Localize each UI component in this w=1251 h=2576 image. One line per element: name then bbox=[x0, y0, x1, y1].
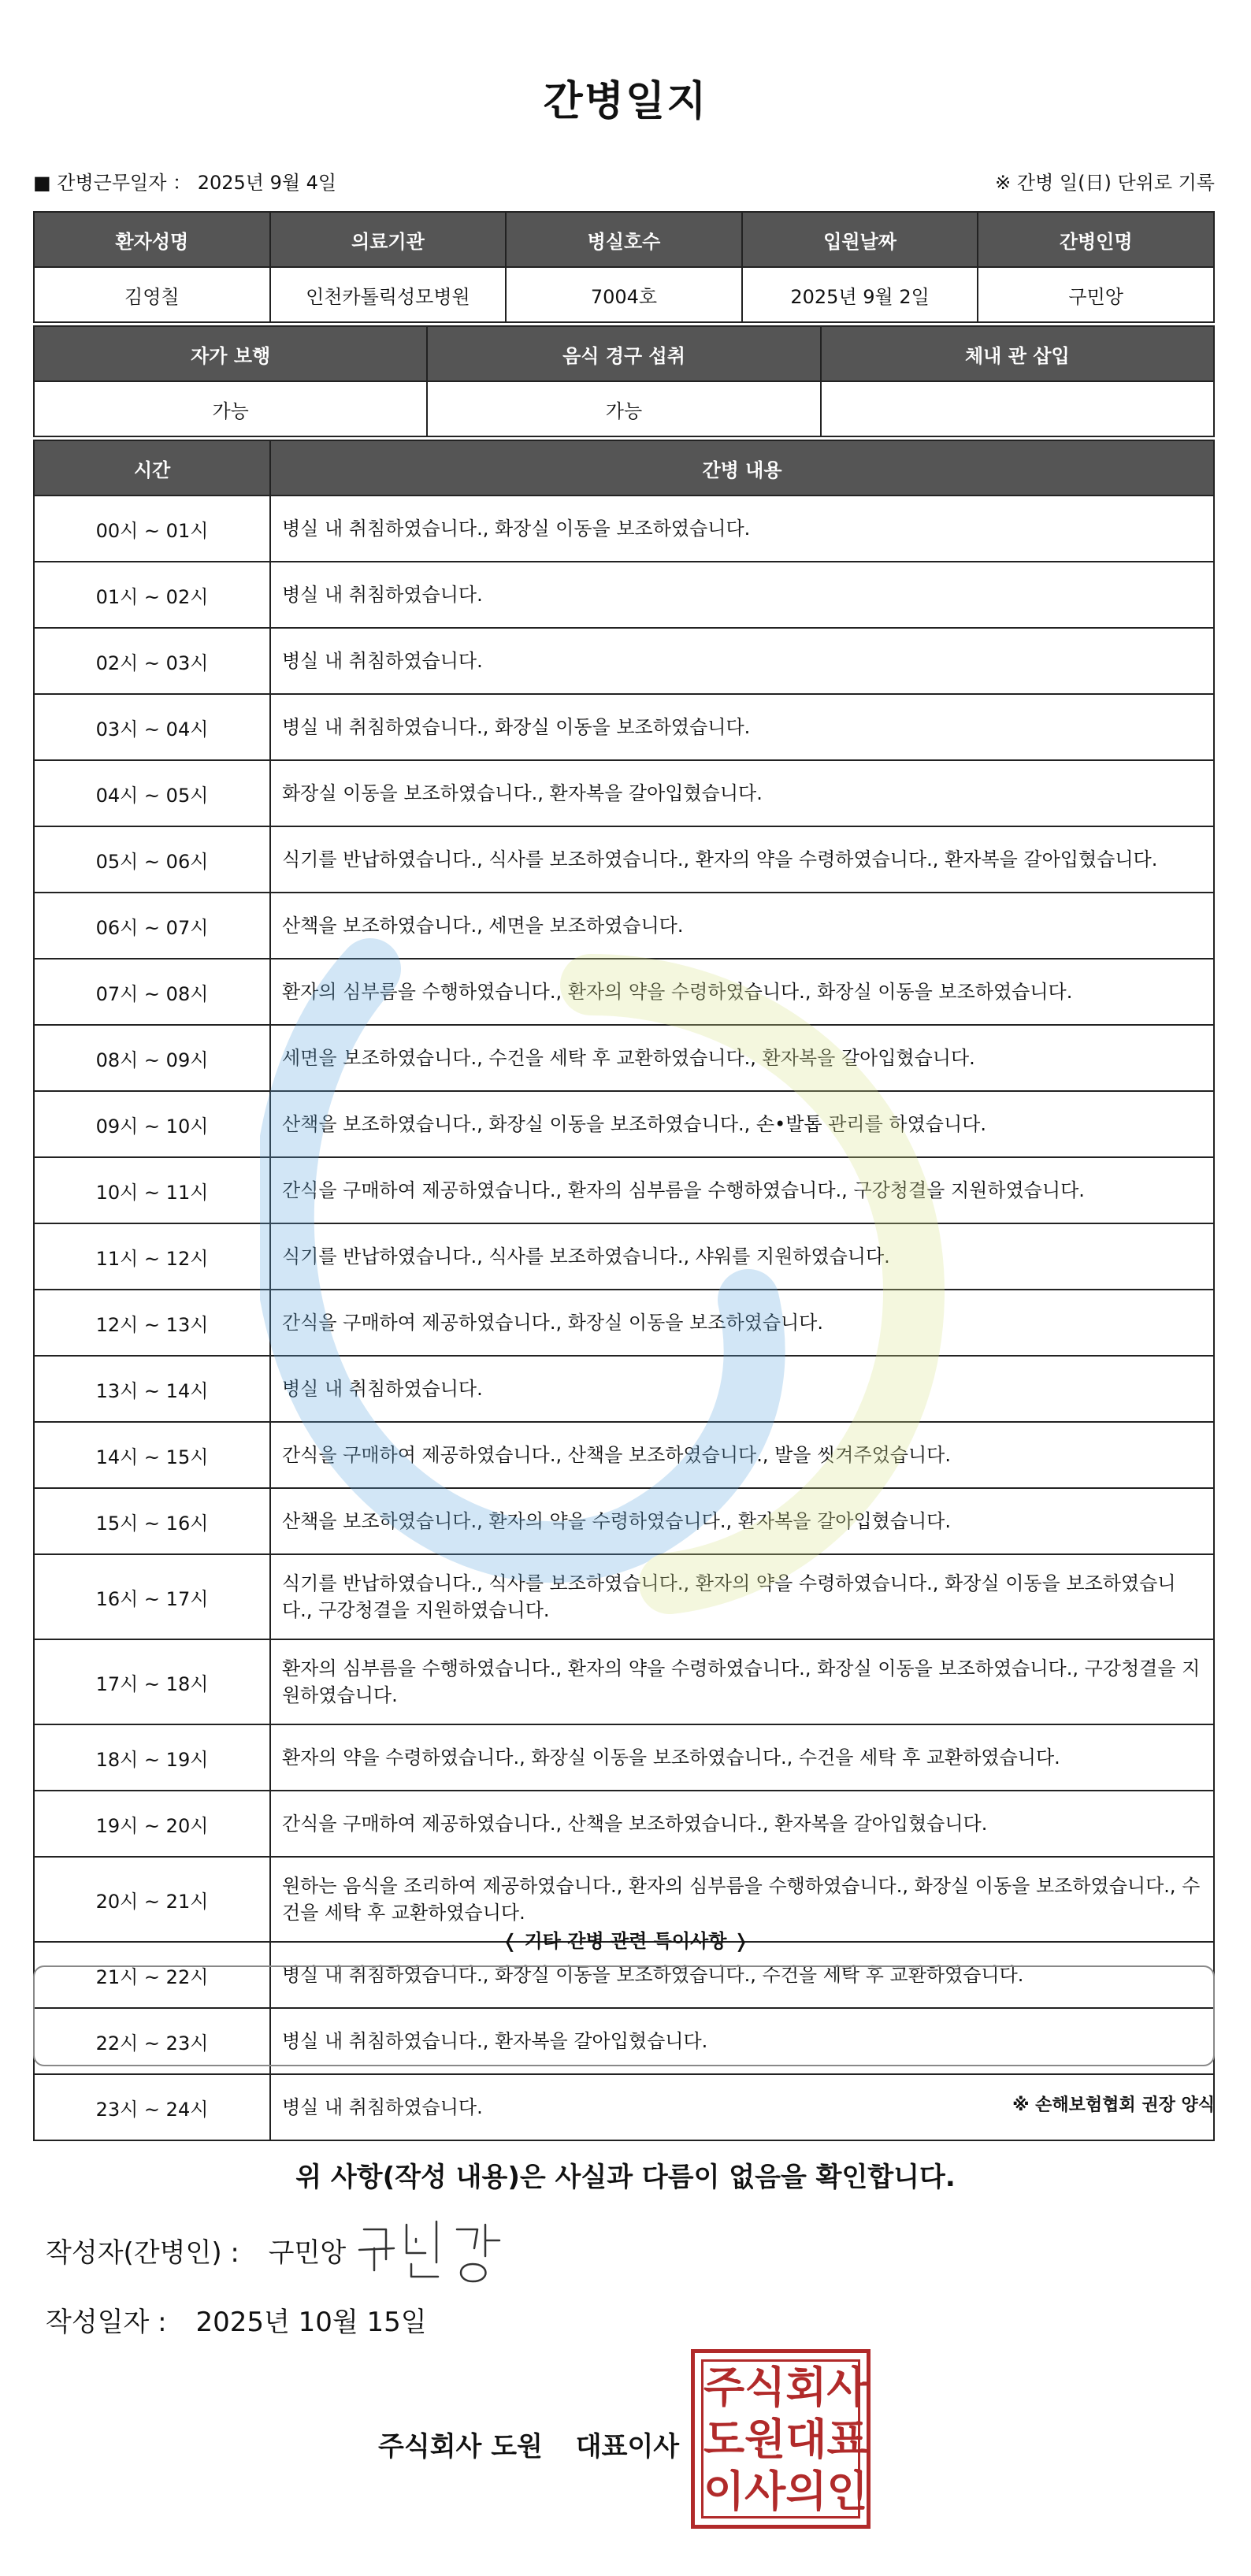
care-log-content: 간식을 구매하여 제공하였습니다., 화장실 이동을 보조하였습니다. bbox=[270, 1290, 1214, 1356]
care-log-time: 02시 ~ 03시 bbox=[34, 628, 270, 694]
care-log-row bbox=[34, 562, 1214, 628]
header-walking: 자가 보행 bbox=[34, 326, 427, 381]
care-log-content: 식기를 반납하였습니다., 식사를 보조하였습니다., 환자의 약을 수령하였습니다., 화장실 이동을 보조하였습니다., 구강청결을 지원하였습니다. bbox=[270, 1554, 1214, 1639]
confirmation-statement: 위 사항(작성 내용)은 사실과 다름이 없음을 확인합니다. bbox=[295, 2162, 956, 2193]
meta-row bbox=[33, 167, 1215, 195]
care-log-row bbox=[34, 1554, 1214, 1639]
header-time: 시간 bbox=[34, 440, 270, 496]
care-log-row bbox=[34, 760, 1214, 826]
care-log-row bbox=[34, 1488, 1214, 1554]
care-log-content: 화장실 이동을 보조하였습니다., 환자복을 갈아입혔습니다. bbox=[270, 760, 1214, 826]
work-date-label: ■ 간병근무일자 ： bbox=[33, 172, 192, 194]
header-oral-intake: 음식 경구 섭취 bbox=[427, 326, 820, 381]
company-name: 주식회사 도원 bbox=[378, 2431, 543, 2463]
care-log-row bbox=[34, 1724, 1214, 1791]
care-log-row bbox=[34, 959, 1214, 1025]
company-seal-stamp bbox=[691, 2349, 871, 2529]
care-log-time: 15시 ~ 16시 bbox=[34, 1488, 270, 1554]
writer-label: 작성자(간병인) : bbox=[46, 2237, 239, 2269]
date-value: 2025년 10월 15일 bbox=[195, 2307, 427, 2338]
notes-box bbox=[33, 1965, 1215, 2066]
care-log-time: 03시 ~ 04시 bbox=[34, 694, 270, 760]
care-log-row bbox=[34, 628, 1214, 694]
care-log-time: 14시 ~ 15시 bbox=[34, 1422, 270, 1488]
header-admission-date: 입원날짜 bbox=[742, 212, 978, 267]
hospital-name: 인천카톨릭성모병원 bbox=[270, 267, 507, 322]
care-log-content: 병실 내 취침하였습니다., 화장실 이동을 보조하였습니다., 수건을 세탁 후 교환하였습니다. bbox=[270, 1942, 1214, 2008]
care-log-time: 12시 ~ 13시 bbox=[34, 1290, 270, 1356]
patient-info-value-row bbox=[34, 267, 1214, 322]
care-log-time: 13시 ~ 14시 bbox=[34, 1356, 270, 1422]
care-log-time: 08시 ~ 09시 bbox=[34, 1025, 270, 1091]
care-log-row bbox=[34, 1025, 1214, 1091]
care-log-time: 10시 ~ 11시 bbox=[34, 1157, 270, 1223]
care-log-content: 간식을 구매하여 제공하였습니다., 산책을 보조하였습니다., 발을 씻겨주었습니다. bbox=[270, 1422, 1214, 1488]
header-patient-name: 환자성명 bbox=[34, 212, 270, 267]
care-log-content: 식기를 반납하였습니다., 식사를 보조하였습니다., 샤워를 지원하였습니다. bbox=[270, 1223, 1214, 1290]
care-log-content: 병실 내 취침하였습니다. bbox=[270, 628, 1214, 694]
page-title: 간병일지 bbox=[543, 78, 708, 125]
care-log-time: 23시 ~ 24시 bbox=[34, 2074, 270, 2140]
care-log-row bbox=[34, 1639, 1214, 1724]
date-label: 작성일자 : bbox=[46, 2307, 167, 2338]
care-log-content: 식기를 반납하였습니다., 식사를 보조하였습니다., 환자의 약을 수령하였습니다., 환자복을 갈아입혔습니다. bbox=[270, 826, 1214, 893]
care-log-row bbox=[34, 1223, 1214, 1290]
care-log-row bbox=[34, 826, 1214, 893]
care-log-content: 병실 내 취침하였습니다., 환자복을 갈아입혔습니다. bbox=[270, 2008, 1214, 2074]
care-log-content: 산책을 보조하였습니다., 환자의 약을 수령하였습니다., 환자복을 갈아입혔습니다. bbox=[270, 1488, 1214, 1554]
care-log-time: 17시 ~ 18시 bbox=[34, 1639, 270, 1724]
care-log-row bbox=[34, 1157, 1214, 1223]
header-room: 병실호수 bbox=[506, 212, 742, 267]
care-log-time: 16시 ~ 17시 bbox=[34, 1554, 270, 1639]
care-log-content: 산책을 보조하였습니다., 세면을 보조하였습니다. bbox=[270, 893, 1214, 959]
walking-status: 가능 bbox=[34, 381, 427, 436]
seal-row: 주 식 회 사 bbox=[703, 2363, 868, 2412]
care-log-content: 간식을 구매하여 제공하였습니다., 산책을 보조하였습니다., 환자복을 갈아입혔습니다. bbox=[270, 1791, 1214, 1857]
care-log-row bbox=[34, 1290, 1214, 1356]
care-log-time: 05시 ~ 06시 bbox=[34, 826, 270, 893]
writer-line bbox=[46, 2231, 346, 2270]
caregiver-name: 구민앙 bbox=[978, 267, 1214, 322]
care-log-content: 환자의 심부름을 수행하였습니다., 환자의 약을 수령하였습니다., 화장실 이동을 보조하였습니다., 구강청결을 지원하였습니다. bbox=[270, 1639, 1214, 1724]
care-log-time: 07시 ~ 08시 bbox=[34, 959, 270, 1025]
tube-insertion-status bbox=[821, 381, 1214, 436]
seal-row: 도 원 대 표 bbox=[703, 2415, 868, 2464]
care-log-time: 06시 ~ 07시 bbox=[34, 893, 270, 959]
care-log-time: 01시 ~ 02시 bbox=[34, 562, 270, 628]
status-value-row bbox=[34, 381, 1214, 436]
seal-inner-border bbox=[701, 2359, 868, 2518]
care-log-row bbox=[34, 1422, 1214, 1488]
record-unit-note: ※ 간병 일(日) 단위로 기록 bbox=[995, 172, 1215, 194]
handwritten-signature bbox=[355, 2214, 512, 2285]
patient-status-table bbox=[33, 325, 1215, 437]
care-log-time: 21시 ~ 22시 bbox=[34, 1942, 270, 2008]
care-log-header-row bbox=[34, 440, 1214, 496]
admission-date: 2025년 9월 2일 bbox=[742, 267, 978, 322]
care-log-table bbox=[33, 440, 1215, 2141]
seal-row: 이 사 의 인 bbox=[703, 2467, 868, 2516]
care-log-time: 00시 ~ 01시 bbox=[34, 496, 270, 562]
care-log-row bbox=[34, 694, 1214, 760]
room-number: 7004호 bbox=[506, 267, 742, 322]
care-log-row bbox=[34, 496, 1214, 562]
care-log-content: 원하는 음식을 조리하여 제공하였습니다., 환자의 심부름을 수행하였습니다., 화장실 이동을 보조하였습니다., 수건을 세탁 후 교환하였습니다. bbox=[270, 1857, 1214, 1942]
care-log-content: 병실 내 취침하였습니다., 화장실 이동을 보조하였습니다. bbox=[270, 694, 1214, 760]
care-log-row bbox=[34, 893, 1214, 959]
care-log-row bbox=[34, 1091, 1214, 1157]
patient-info-header-row bbox=[34, 212, 1214, 267]
care-log-time: 09시 ~ 10시 bbox=[34, 1091, 270, 1157]
patient-name: 김영칠 bbox=[34, 267, 270, 322]
work-date bbox=[33, 167, 336, 195]
header-care-content: 간병 내용 bbox=[270, 440, 1214, 496]
care-log-time: 04시 ~ 05시 bbox=[34, 760, 270, 826]
care-log-time: 22시 ~ 23시 bbox=[34, 2008, 270, 2074]
care-log-content: 환자의 심부름을 수행하였습니다., 환자의 약을 수령하였습니다., 화장실 이동을 보조하였습니다. bbox=[270, 959, 1214, 1025]
care-log-content: 산책을 보조하였습니다., 화장실 이동을 보조하였습니다., 손•발톱 관리를 하였습니다. bbox=[270, 1091, 1214, 1157]
care-log-content: 간식을 구매하여 제공하였습니다., 환자의 심부름을 수행하였습니다., 구강청결을 지원하였습니다. bbox=[270, 1157, 1214, 1223]
writer-name: 구민앙 bbox=[268, 2237, 347, 2269]
oral-intake-status: 가능 bbox=[427, 381, 820, 436]
patient-info-table bbox=[33, 211, 1215, 323]
care-log-row bbox=[34, 1791, 1214, 1857]
header-hospital: 의료기관 bbox=[270, 212, 507, 267]
status-header-row bbox=[34, 326, 1214, 381]
care-log-row bbox=[34, 1356, 1214, 1422]
header-tube-insertion: 체내 관 삽입 bbox=[821, 326, 1214, 381]
work-date-value: 2025년 9월 4일 bbox=[197, 172, 337, 194]
header-caregiver: 간병인명 bbox=[978, 212, 1214, 267]
care-log-content: 세면을 보조하였습니다., 수건을 세탁 후 교환하였습니다., 환자복을 갈아입혔습니다. bbox=[270, 1025, 1214, 1091]
care-log-content: 병실 내 취침하였습니다., 화장실 이동을 보조하였습니다. bbox=[270, 496, 1214, 562]
care-log-time: 18시 ~ 19시 bbox=[34, 1724, 270, 1791]
care-log-content: 환자의 약을 수령하였습니다., 화장실 이동을 보조하였습니다., 수건을 세탁 후 교환하였습니다. bbox=[270, 1724, 1214, 1791]
date-line bbox=[46, 2300, 427, 2339]
care-log-content: 병실 내 취침하였습니다. bbox=[270, 562, 1214, 628]
recommendation-note: ※ 손해보험협회 권장 양식 bbox=[1012, 2095, 1215, 2115]
care-log-time: 20시 ~ 21시 bbox=[34, 1857, 270, 1942]
company-line bbox=[378, 2425, 703, 2463]
care-log-content: 병실 내 취침하였습니다. bbox=[270, 2074, 1214, 2140]
care-log-time: 11시 ~ 12시 bbox=[34, 1223, 270, 1290]
care-log-time: 19시 ~ 20시 bbox=[34, 1791, 270, 1857]
representative-title: 대표이사 bbox=[575, 2431, 680, 2463]
care-log-content: 병실 내 취침하였습니다. bbox=[270, 1356, 1214, 1422]
notes-title: ❬ 기타 간병 관련 특이사항 ❭ bbox=[502, 1930, 749, 1952]
